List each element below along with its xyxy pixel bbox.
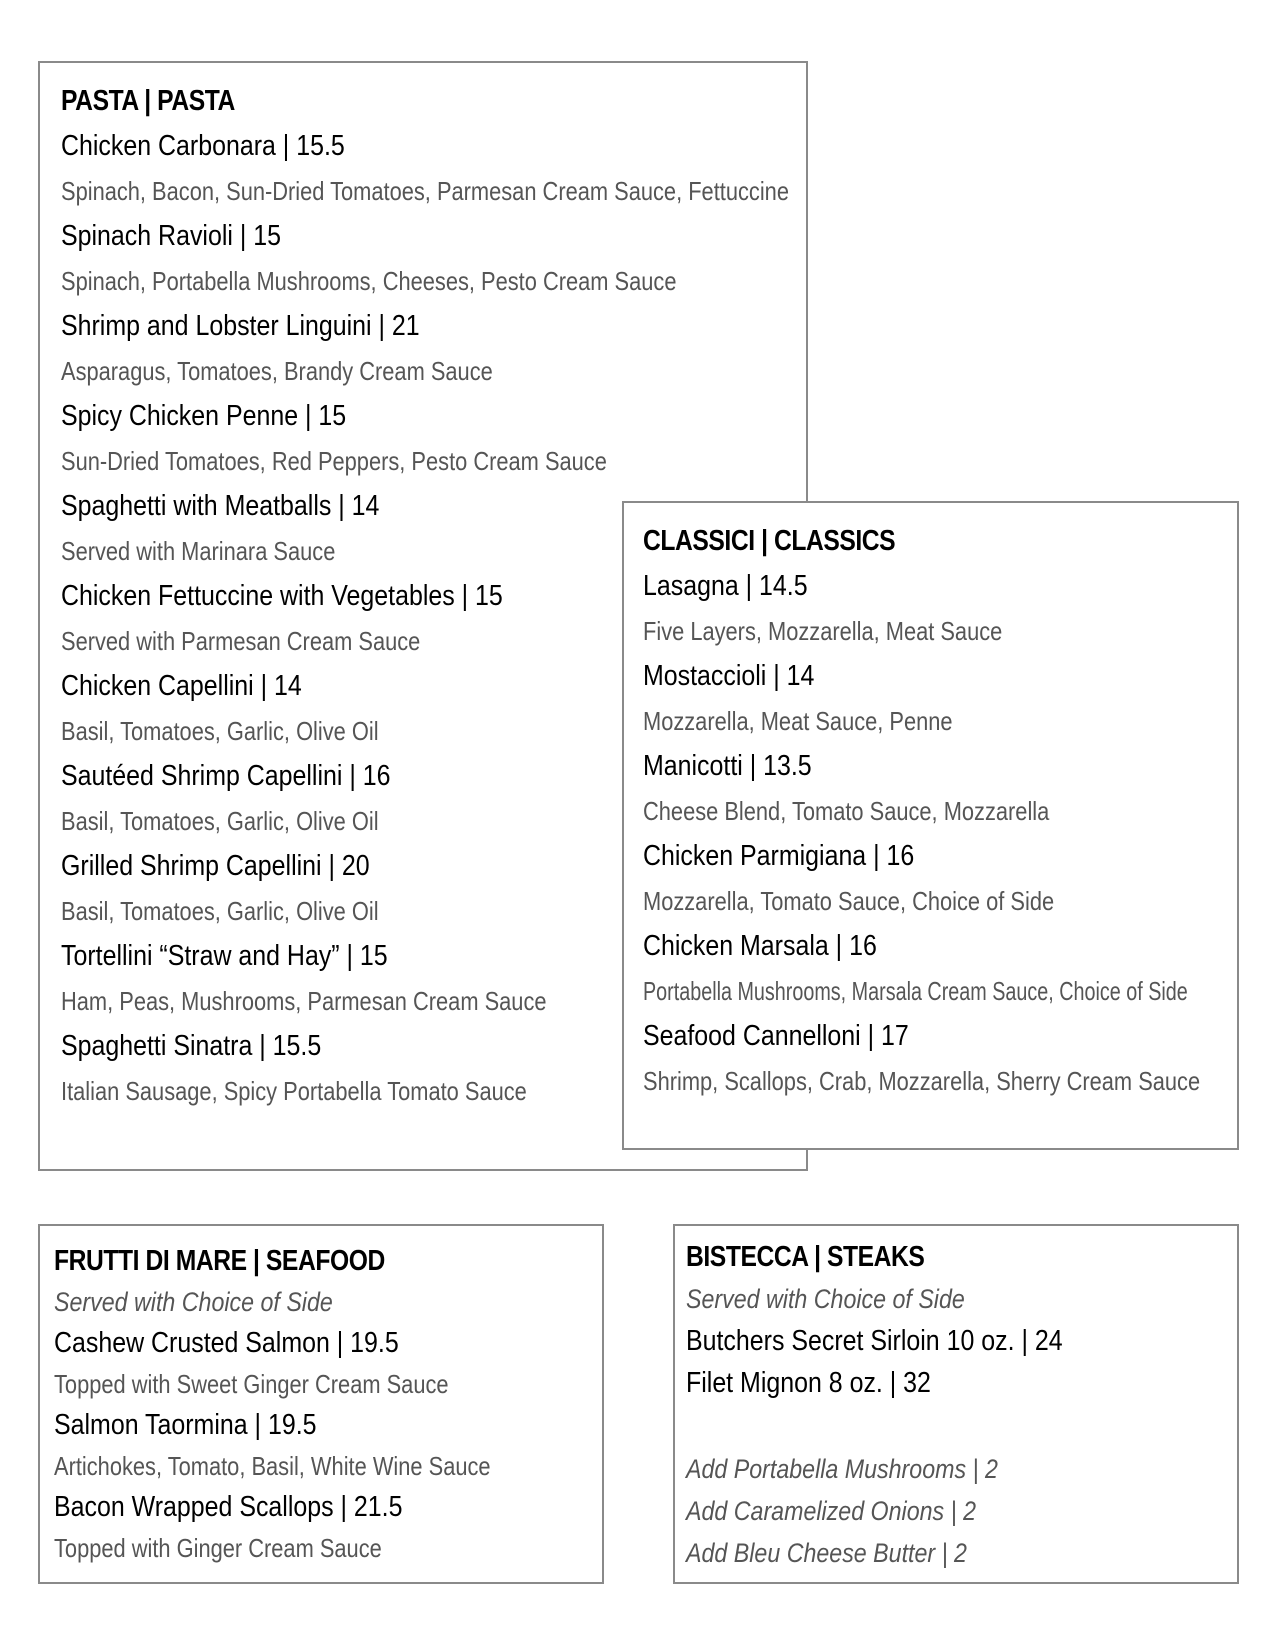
menu-item-name: Shrimp and Lobster Linguini | 21 [61,310,420,342]
classics-section-title: CLASSICI | CLASSICS [643,525,896,557]
menu-item-description: Basil, Tomatoes, Garlic, Olive Oil [61,716,379,746]
menu-item-description: Spinach, Bacon, Sun-Dried Tomatoes, Parmesan Cream Sauce, Fettuccine [61,176,789,206]
menu-item-name: Chicken Parmigiana | 16 [643,840,915,872]
menu-item-name: Grilled Shrimp Capellini | 20 [61,850,370,882]
menu-item-name: Tortellini “Straw and Hay” | 15 [61,940,388,972]
menu-item-name: Spaghetti with Meatballs | 14 [61,490,380,522]
menu-item-name: Butchers Secret Sirloin 10 oz. | 24 [686,1325,1063,1357]
menu-item-name: Filet Mignon 8 oz. | 32 [686,1367,931,1399]
seafood-side-note: Served with Choice of Side [54,1287,333,1317]
seafood-section [38,1224,604,1584]
menu-item-description: Served with Marinara Sauce [61,536,336,566]
menu-item-description: Basil, Tomatoes, Garlic, Olive Oil [61,896,379,926]
menu-item-description: Spinach, Portabella Mushrooms, Cheeses, Pesto Cream Sauce [61,266,677,296]
menu-item-name: Mostaccioli | 14 [643,660,815,692]
menu-item-description: Shrimp, Scallops, Crab, Mozzarella, Sherry Cream Sauce [643,1066,1201,1096]
menu-item-name: Chicken Fettuccine with Vegetables | 15 [61,580,503,612]
steak-addon: Add Portabella Mushrooms | 2 [686,1454,998,1484]
menu-item-name: Spaghetti Sinatra | 15.5 [61,1030,322,1062]
steaks-spacer [686,1404,1237,1448]
menu-item-name: Manicotti | 13.5 [643,750,812,782]
menu-item-name: Chicken Carbonara | 15.5 [61,130,345,162]
menu-item-name: Bacon Wrapped Scallops | 21.5 [54,1491,403,1523]
pasta-section-title: PASTA | PASTA [61,85,235,117]
menu-item-description: Basil, Tomatoes, Garlic, Olive Oil [61,806,379,836]
steaks-side-note: Served with Choice of Side [686,1284,965,1314]
menu-item-name: Spicy Chicken Penne | 15 [61,400,347,432]
menu-item-description: Ham, Peas, Mushrooms, Parmesan Cream Sauce [61,986,547,1016]
menu-item-description: Italian Sausage, Spicy Portabella Tomato Sauce [61,1076,527,1106]
steak-addon: Add Caramelized Onions | 2 [686,1496,976,1526]
menu-item-name: Sautéed Shrimp Capellini | 16 [61,760,391,792]
menu-item-name: Chicken Marsala | 16 [643,930,877,962]
steak-addon: Add Bleu Cheese Butter | 2 [686,1538,967,1568]
menu-item-description: Sun-Dried Tomatoes, Red Peppers, Pesto Cream Sauce [61,446,607,476]
menu-item-description: Five Layers, Mozzarella, Meat Sauce [643,616,1003,646]
menu-item-description: Mozzarella, Meat Sauce, Penne [643,706,953,736]
steaks-section [673,1224,1239,1584]
menu-item-description: Topped with Sweet Ginger Cream Sauce [54,1369,449,1399]
classics-section [622,501,1239,1150]
menu-item-description: Topped with Ginger Cream Sauce [54,1533,382,1563]
menu-item-name: Chicken Capellini | 14 [61,670,302,702]
menu-item-description: Asparagus, Tomatoes, Brandy Cream Sauce [61,356,493,386]
menu-item-name: Seafood Cannelloni | 17 [643,1020,909,1052]
menu-item-name: Spinach Ravioli | 15 [61,220,281,252]
menu-item-name: Cashew Crusted Salmon | 19.5 [54,1327,399,1359]
seafood-section-title: FRUTTI DI MARE | SEAFOOD [54,1245,385,1277]
menu-item-name: Salmon Taormina | 19.5 [54,1409,317,1441]
menu-item-description: Mozzarella, Tomato Sauce, Choice of Side [643,886,1055,916]
steaks-section-title: BISTECCA | STEAKS [686,1241,925,1273]
menu-item-description: Served with Parmesan Cream Sauce [61,626,421,656]
menu-item-description: Portabella Mushrooms, Marsala Cream Sauce, Choice of Side [643,976,1188,1006]
menu-item-description: Artichokes, Tomato, Basil, White Wine Sauce [54,1451,491,1481]
menu-item-description: Cheese Blend, Tomato Sauce, Mozzarella [643,796,1050,826]
menu-item-name: Lasagna | 14.5 [643,570,808,602]
